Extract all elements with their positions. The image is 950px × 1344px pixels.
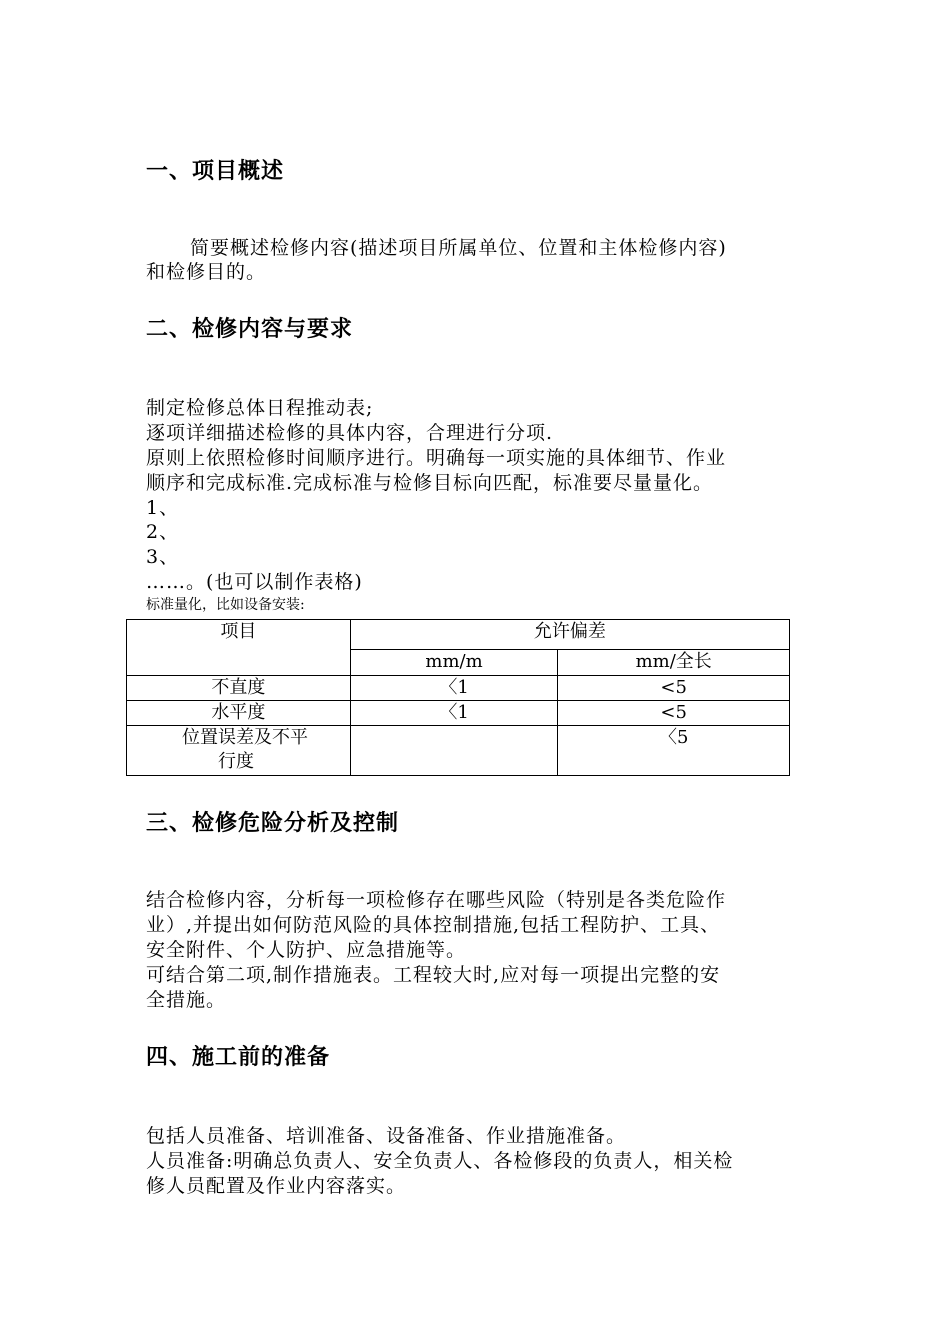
table-cell-value: <5	[558, 676, 790, 701]
table-cell-value: 〈5	[558, 726, 790, 776]
table-row	[127, 726, 790, 776]
section-1-title: 一、项目概述	[146, 159, 285, 184]
table-cell-item: 不直度	[127, 676, 351, 701]
table-cell-item	[127, 726, 351, 776]
section-3-line: 结合检修内容，分析每一项检修存在哪些风险（特别是各类危险作	[146, 889, 727, 911]
tolerance-table	[126, 619, 790, 776]
table-header-mm-full-length: mm/全长	[558, 650, 790, 676]
section-3-title: 三、检修危险分析及控制	[146, 811, 400, 836]
table-cell-value: 〈1	[350, 676, 558, 701]
section-1-paragraph-line-2: 和检修目的。	[146, 261, 267, 283]
section-3-line: 安全附件、个人防护、应急措施等。	[146, 939, 467, 961]
table-cell-value	[350, 726, 558, 776]
section-4-line: 修人员配置及作业内容落实。	[146, 1175, 407, 1197]
table-row	[127, 701, 790, 726]
section-2-title: 二、检修内容与要求	[146, 317, 354, 342]
section-2-line: 制定检修总体日程推动表;	[146, 397, 374, 419]
table-cell-item-line-1: 位置误差及不平	[182, 727, 308, 748]
section-1-paragraph-line-1: 简要概述检修内容(描述项目所属单位、位置和主体检修内容)	[190, 237, 727, 259]
section-3-line: 业）,并提出如何防范风险的具体控制措施,包括工程防护、工具、	[146, 914, 721, 936]
section-2-line: 3、	[146, 546, 180, 568]
table-caption: 标准量化，比如设备安装:	[146, 597, 305, 613]
section-4-title: 四、施工前的准备	[146, 1045, 331, 1070]
section-2-line: 顺序和完成标准.完成标准与检修目标向匹配，标准要尽量量化。	[146, 472, 714, 494]
table-header-item: 项目	[127, 620, 351, 676]
table-header-mm-per-m: mm/m	[350, 650, 558, 676]
section-2-line: 原则上依照检修时间顺序进行。明确每一项实施的具体细节、作业	[146, 447, 727, 469]
table-cell-item: 水平度	[127, 701, 351, 726]
table-cell-value: 〈1	[350, 701, 558, 726]
section-2-line: 2、	[146, 521, 180, 543]
section-2-line: 1、	[146, 497, 180, 519]
section-4-line: 人员准备:明确总负责人、安全负责人、各检修段的负责人，相关检	[146, 1150, 734, 1172]
table-row	[127, 676, 790, 701]
table-cell-value: <5	[558, 701, 790, 726]
table-header-tolerance: 允许偏差	[350, 620, 789, 650]
section-2-line: 逐项详细描述检修的具体内容，合理进行分项.	[146, 422, 554, 444]
section-4-line: 包括人员准备、培训准备、设备准备、作业措施准备。	[146, 1125, 627, 1147]
section-2-line: ……。(也可以制作表格)	[146, 571, 363, 593]
section-3-line: 可结合第二项,制作措施表。工程较大时,应对每一项提出完整的安	[146, 964, 721, 986]
table-cell-item-line-2: 行度	[218, 751, 254, 772]
section-3-line: 全措施。	[146, 989, 227, 1011]
